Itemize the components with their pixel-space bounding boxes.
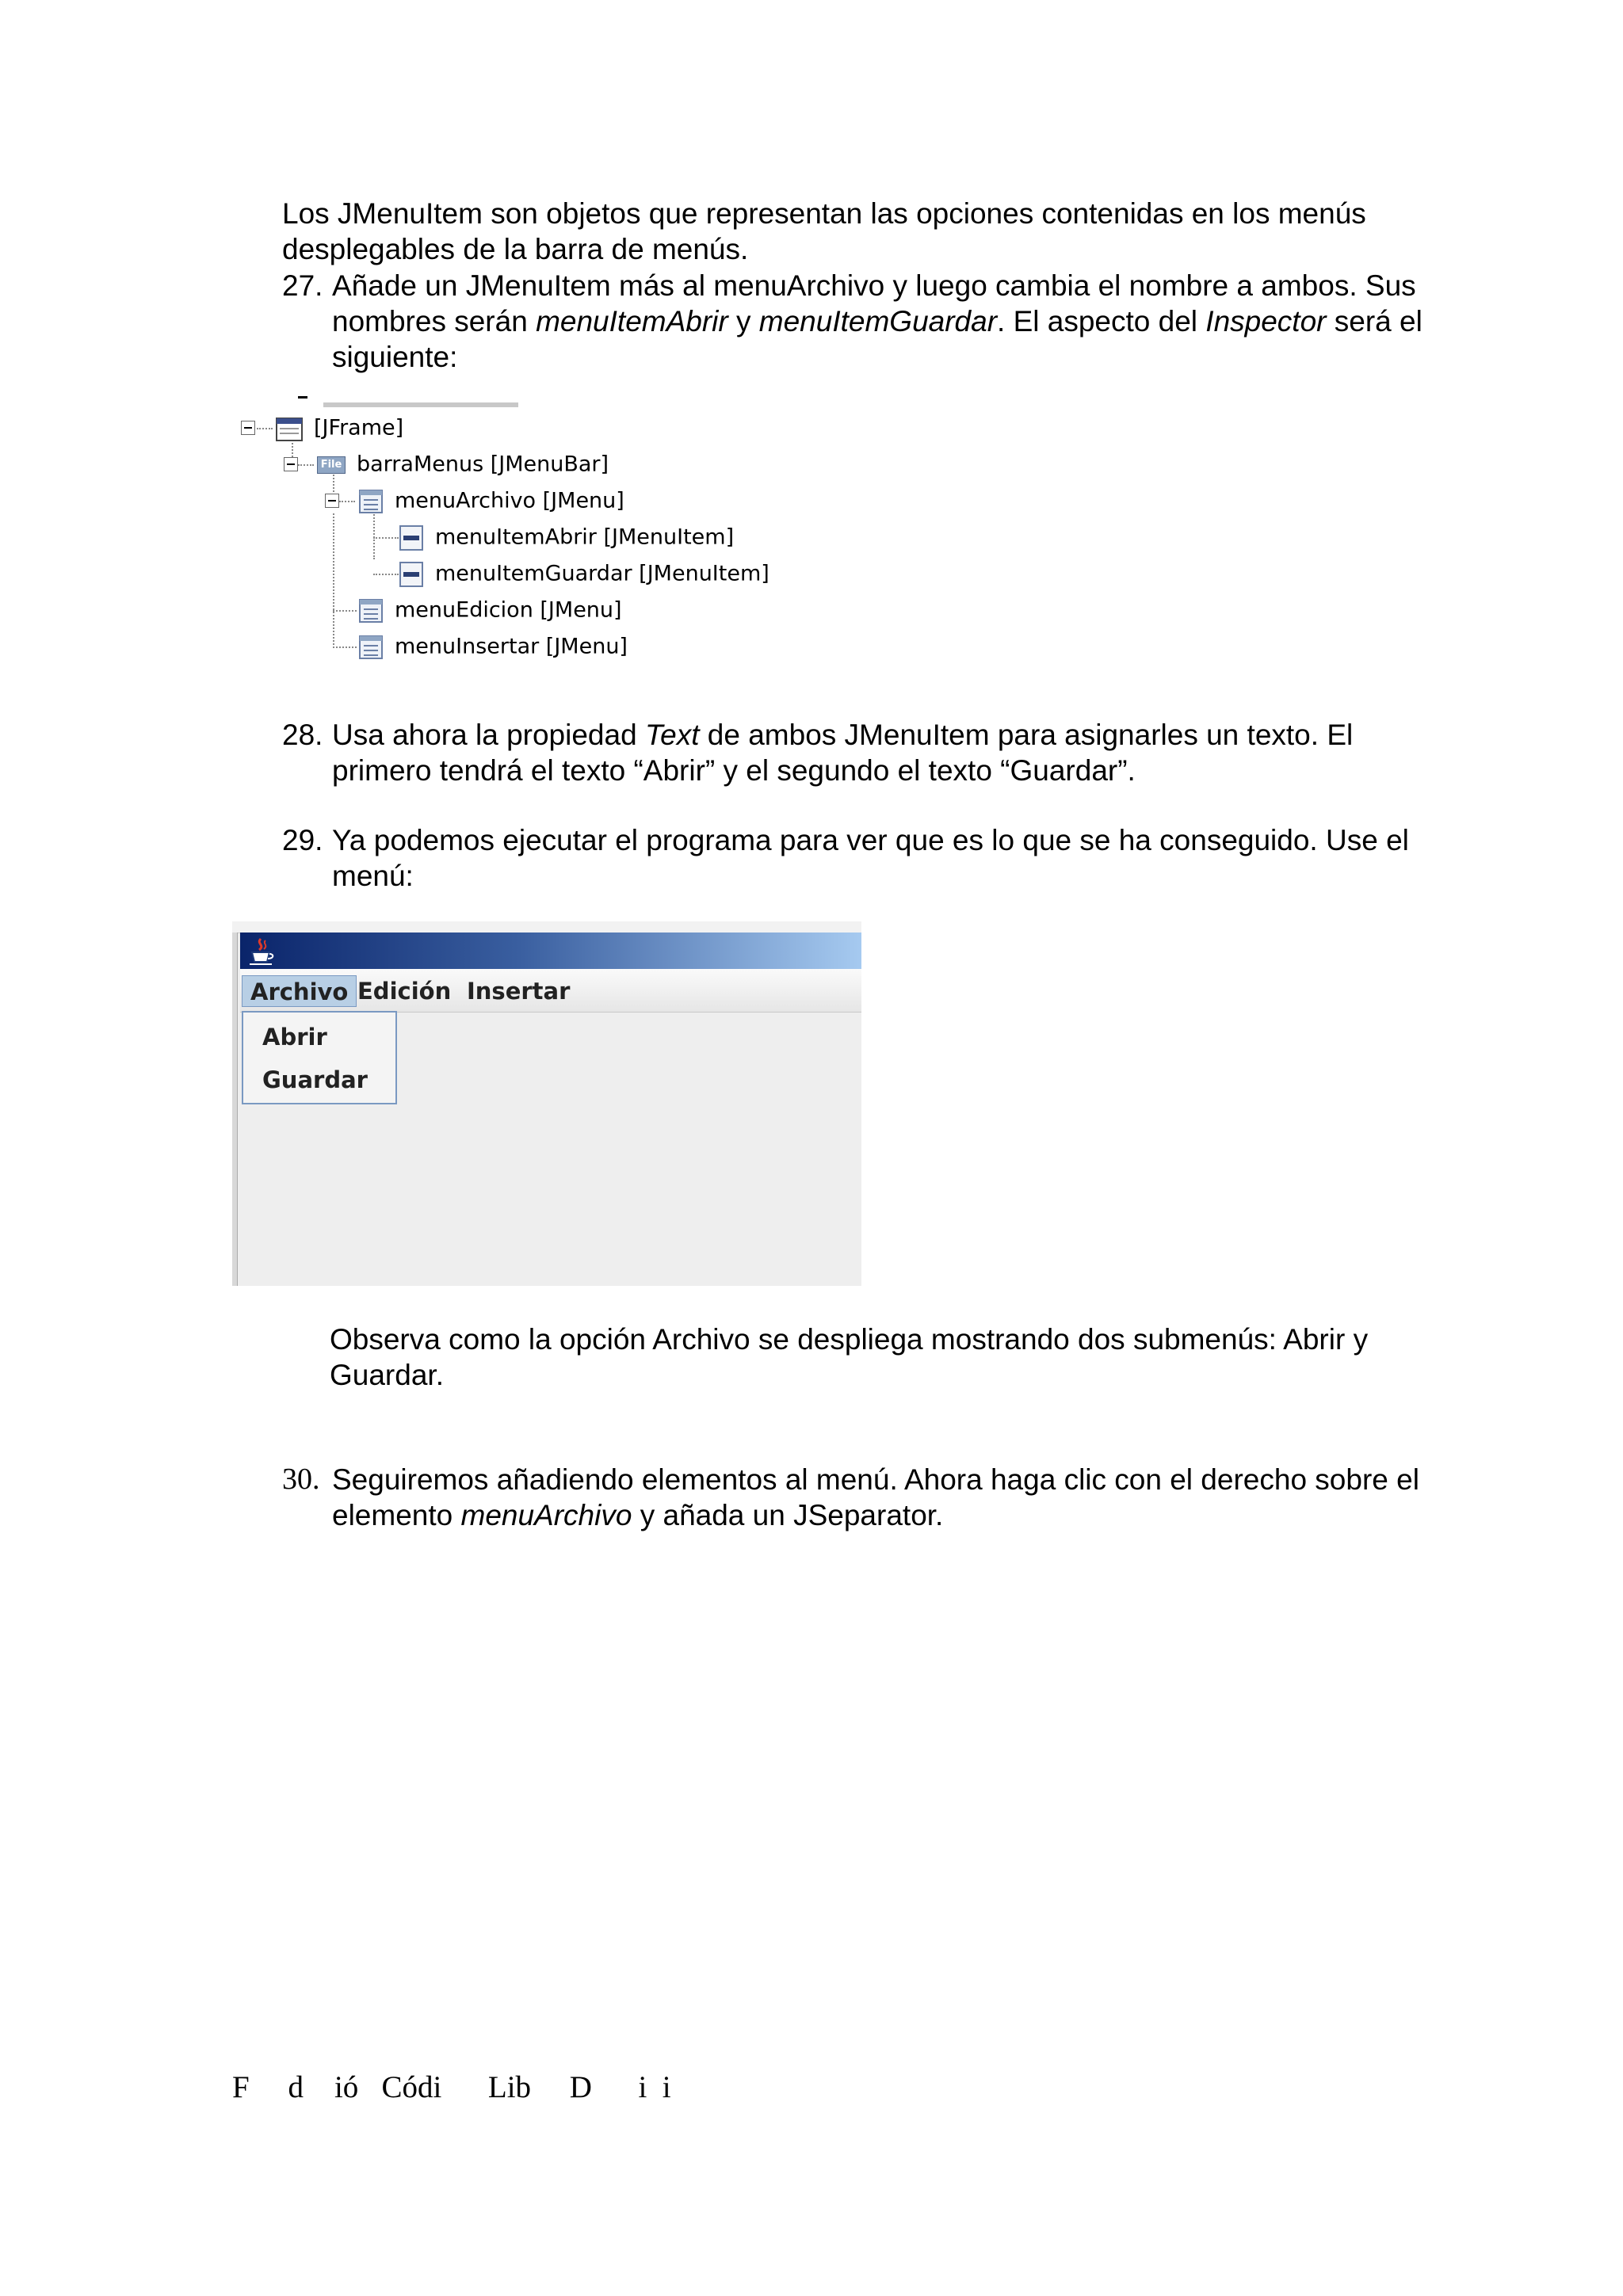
step-27-line-2: nombres serán menuItemAbrir y menuItemGuardar. El aspecto del Inspector será el bbox=[332, 305, 1423, 338]
step-30-line-1: Seguiremos añadiendo elementos al menú. Ahora haga clic con el derecho sobre el bbox=[332, 1463, 1419, 1496]
step-29-line-1: Ya podemos ejecutar el programa para ver que es lo que se ha conseguido. Use el bbox=[332, 824, 1409, 856]
tree-node-menuinsertar[interactable]: menuInsertar [JMenu] bbox=[358, 631, 628, 662]
menu-edicion[interactable]: Edición bbox=[357, 978, 452, 1005]
step-27-line-3: siguiente: bbox=[332, 341, 458, 373]
collapse-icon[interactable] bbox=[284, 457, 298, 471]
collapse-icon[interactable] bbox=[325, 494, 339, 508]
step-28-line-2: primero tendrá el texto “Abrir” y el segundo el texto “Guardar”. bbox=[332, 754, 1136, 787]
inspector-tree bbox=[235, 396, 773, 673]
observa-paragraph bbox=[330, 1322, 1518, 1393]
archivo-dropdown bbox=[242, 1011, 397, 1104]
observa-line-2: Guardar. bbox=[330, 1359, 444, 1391]
step-28-line-1: Usa ahora la propiedad Text de ambos JMenuItem para asignarles un texto. El bbox=[332, 719, 1354, 751]
step-number: 29. bbox=[282, 824, 323, 856]
tree-header-mark bbox=[298, 396, 307, 399]
app-screenshot bbox=[232, 921, 861, 1286]
menubar-icon: File bbox=[317, 456, 346, 474]
window-titlebar bbox=[240, 933, 861, 969]
step-number: 27. bbox=[282, 269, 323, 302]
intro-text: Los JMenuItem son objetos que representan las opciones contenidas en los menús desplegables de la barra de menús. bbox=[282, 197, 1366, 265]
collapse-icon[interactable] bbox=[241, 421, 255, 435]
page-footer: F d ió Códi Lib D i i bbox=[232, 2070, 671, 2104]
tree-header-bar bbox=[323, 402, 518, 407]
step-number: 30. bbox=[282, 1463, 320, 1496]
toolbar-strip bbox=[232, 921, 861, 933]
intro-paragraph bbox=[282, 196, 1471, 267]
step-27-line-1: Añade un JMenuItem más al menuArchivo y luego cambia el nombre a ambos. Sus bbox=[332, 269, 1416, 302]
menu-item-guardar[interactable]: Guardar bbox=[262, 1066, 368, 1093]
menu-insertar[interactable]: Insertar bbox=[467, 978, 571, 1005]
observa-line-1: Observa como la opción Archivo se despliega mostrando dos submenús: Abrir y bbox=[330, 1323, 1369, 1356]
menuitem-icon bbox=[399, 561, 424, 588]
step-29-line-2: menú: bbox=[332, 860, 414, 892]
menuitem-icon bbox=[399, 524, 424, 551]
tree-node-menuedicion[interactable]: menuEdicion [JMenu] bbox=[358, 595, 622, 625]
step-number: 28. bbox=[282, 719, 323, 751]
menu-item-abrir[interactable]: Abrir bbox=[262, 1024, 327, 1051]
tree-node-jframe[interactable]: [JFrame] bbox=[276, 413, 403, 443]
menu-archivo[interactable]: Archivo bbox=[242, 975, 357, 1007]
tree-node-barramenus[interactable]: File barraMenus [JMenuBar] bbox=[317, 449, 609, 479]
menu-icon bbox=[358, 598, 384, 624]
tree-node-menuitemabrir[interactable]: menuItemAbrir [JMenuItem] bbox=[399, 522, 734, 552]
frame-icon bbox=[276, 416, 303, 441]
step-30-line-2: elemento menuArchivo y añada un JSeparator. bbox=[332, 1499, 944, 1531]
menu-bar bbox=[240, 969, 861, 1013]
menu-icon bbox=[358, 489, 384, 514]
java-cup-icon bbox=[248, 937, 275, 966]
window-left-edge bbox=[232, 933, 238, 1286]
tree-node-menuitemguardar[interactable]: menuItemGuardar [JMenuItem] bbox=[399, 559, 769, 589]
menu-icon bbox=[358, 635, 384, 660]
tree-node-menuarchivo[interactable]: menuArchivo [JMenu] bbox=[358, 486, 624, 516]
